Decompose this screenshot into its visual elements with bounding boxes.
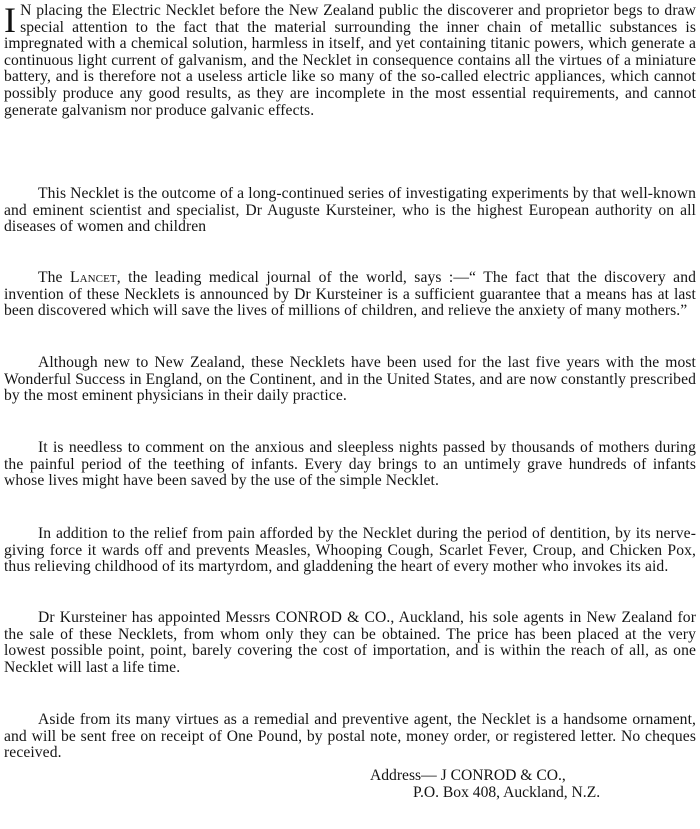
address-line-1: Address— J CONROD & CO.,	[370, 767, 566, 784]
advertisement-page	[4, 0, 696, 829]
journal-name: Lancet	[69, 269, 117, 286]
paragraph-5: It is needless to comment on the anxious and sleepless nights passed by thousands of mothers during the painful period of the teething of infants. Every day brings to an untimely grave hundreds of infants whose lives might have been saved by the use of the simple Necklet.	[4, 439, 696, 490]
paragraph-3-lead: The	[38, 269, 70, 286]
address-block	[370, 767, 670, 801]
paragraph-2: This Necklet is the outcome of a long-continued series of investigating experiments by that well-known and eminent scientist and specialist, Dr Auguste Kursteiner, who is the highest European authority on all diseases of women and children	[4, 185, 696, 236]
drop-cap: I	[4, 0, 17, 40]
paragraph-7: Dr Kursteiner has appointed Messrs CONROD & CO., Auckland, his sole agents in New Zealand for the sale of these Necklets, from whom only they can be obtained. The price has been placed at the very lowest possible point, point, barely covering the cost of importation, and is within the reach of all, as one Necklet will last a life time.	[4, 609, 696, 676]
paragraph-1-text: N placing the Electric Necklet before the New Zealand public the discoverer and proprietor begs to draw special attention to the fact that the material surrounding the inner chain of metallic substances is impregnated with a chemical solution, harmless in itself, and yet containing titanic powers, which generate a continuous light current of galvanism, and the Necklet in consequence contains all the virtues of a miniature battery, and is therefore not a useless article like so many of the so-called electric appliances, which cannot possibly produce any good results, as they are incomplete in the most essential requirements, and cannot generate galvanism nor produce galvanic effects.	[4, 2, 696, 119]
address-line-2: P.O. Box 408, Auckland, N.Z.	[413, 784, 601, 801]
paragraph-8: Aside from its many virtues as a remedial and preventive agent, the Necklet is a handsome ornament, and will be sent free on receipt of One Pound, by postal note, money order, or registered letter. No cheques received.	[4, 711, 696, 762]
paragraph-4: Although new to New Zealand, these Necklets have been used for the last five years with the most Wonderful Success in England, on the Continent, and in the United States, and are now constantly prescribed by the most eminent physicians in their daily practice.	[4, 354, 696, 405]
paragraph-3	[4, 270, 696, 320]
paragraph-1	[4, 0, 696, 119]
paragraph-3-quote: , the leading medical journal of the world, says :—“ The fact that the discovery and invention of these Necklets is announced by Dr Kursteiner is a sufficient guarantee that a means has at last been discovered which will save the lives of millions of children, and relieve the anxiety of many mothers.”	[4, 269, 696, 320]
paragraph-6: In addition to the relief from pain afforded by the Necklet during the period of dentition, by its nerve-giving force it wards off and prevents Measles, Whooping Cough, Scarlet Fever, Croup, and Chicken Pox, thus relieving childhood of its martyrdom, and gladdening the heart of every mother who invokes its aid.	[4, 525, 696, 576]
